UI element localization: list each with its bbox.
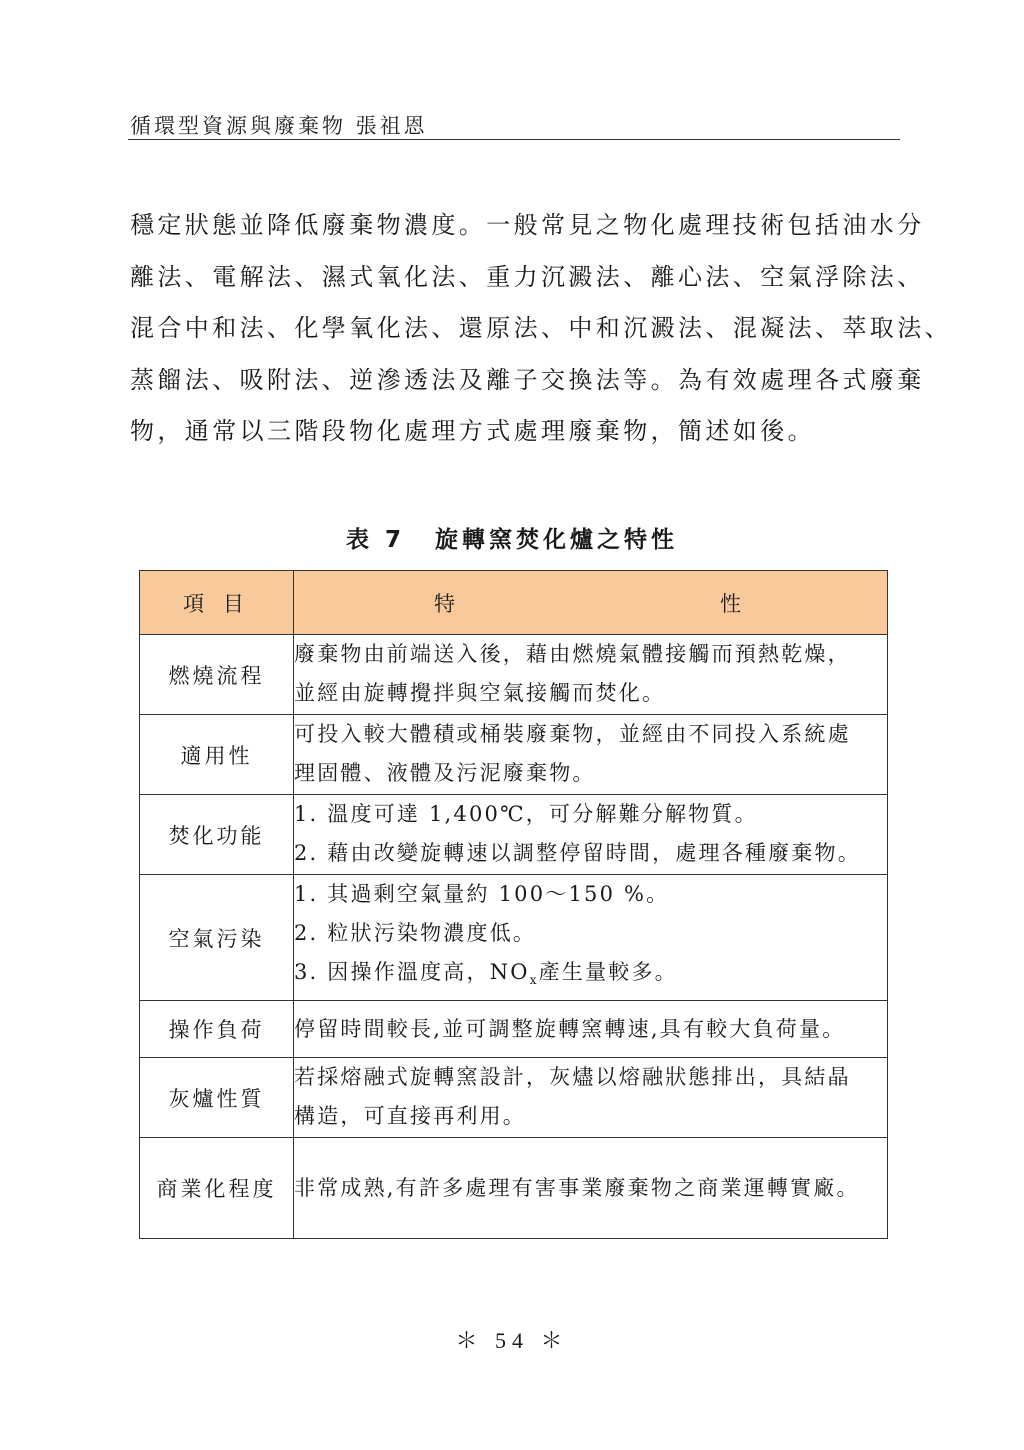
page-number: ＊ 54 ＊: [455, 1328, 569, 1353]
body-paragraph: [130, 200, 952, 458]
table-caption-number: 表 7: [345, 527, 405, 553]
header-item-cell: 項 目: [140, 571, 294, 635]
desc-line: 1. 溫度可達 1,400℃，可分解難分解物質。: [294, 802, 758, 826]
desc-line-suffix: 產生量較多。: [538, 960, 678, 984]
body-line: 穩定狀態並降低廢棄物濃度。一般常見之物化處理技術包括油水分: [130, 211, 925, 239]
desc-line: [294, 953, 887, 1000]
row-description: [294, 1138, 888, 1239]
table-row: [140, 795, 888, 875]
body-line: 混合中和法、化學氧化法、還原法、中和沉澱法、混凝法、萃取法、: [130, 314, 952, 342]
table-row: [140, 1001, 888, 1058]
table-row: [140, 875, 888, 1001]
header-rule: [128, 139, 900, 140]
desc-line: 廢棄物由前端送入後，藉由燃燒氣體接觸而預熱乾燥，: [294, 642, 851, 666]
row-label: 適用性: [140, 715, 294, 795]
body-line: 離法、電解法、濕式氧化法、重力沉澱法、離心法、空氣浮除法、: [130, 262, 925, 291]
row-description: [294, 1058, 888, 1138]
row-label: 商業化程度: [140, 1138, 294, 1239]
row-description: [294, 1001, 888, 1058]
running-header: 循環型資源與廢棄物 張祖恩: [130, 114, 428, 138]
row-label: 燃燒流程: [140, 635, 294, 715]
row-description: [294, 795, 888, 875]
row-label: 焚化功能: [140, 795, 294, 875]
desc-line-prefix: 3. 因操作溫度高，NO: [294, 960, 530, 984]
row-description: [294, 715, 888, 795]
desc-line: 可投入較大體積或桶裝廢棄物，並經由不同投入系統處: [294, 722, 851, 746]
desc-line: 並經由旋轉攪拌與空氣接觸而焚化。: [294, 681, 666, 705]
table-header-row: [140, 571, 888, 635]
table-row: [140, 635, 888, 715]
characteristics-table: [139, 570, 888, 1239]
nox-subscript: x: [529, 973, 539, 988]
header-char-1: 特: [434, 591, 461, 616]
desc-line: 1. 其過剩空氣量約 100～150 %。: [294, 882, 670, 906]
desc-line: 停留時間較長,並可調整旋轉窯轉速,具有較大負荷量。: [294, 1016, 846, 1041]
table-row: [140, 1058, 888, 1138]
row-description: [294, 635, 888, 715]
row-label: 灰爐性質: [140, 1058, 294, 1138]
table-caption-title: 旋轉窯焚化爐之特性: [435, 527, 679, 553]
desc-line: 構造，可直接再利用。: [294, 1104, 526, 1129]
row-label: 空氣污染: [140, 875, 294, 1001]
row-description: [294, 875, 888, 1001]
body-line: 物，通常以三階段物化處理方式處理廢棄物，簡述如後。: [130, 417, 815, 445]
desc-line: 2. 藉由改變旋轉速以調整停留時間，處理各種廢棄物。: [294, 841, 861, 865]
desc-line: 若採熔融式旋轉窯設計，灰燼以熔融狀態排出，具結晶: [294, 1065, 851, 1090]
table-caption: [0, 521, 1024, 554]
desc-line: 非常成熟,有許多處理有害事業廢棄物之商業運轉實廠。: [294, 1175, 860, 1200]
table-row: [140, 715, 888, 795]
header-characteristics-cell: [294, 571, 888, 635]
table-row: [140, 1138, 888, 1239]
desc-line: 2. 粒狀污染物濃度低。: [294, 921, 537, 945]
header-char-2: 性: [720, 591, 747, 616]
desc-line: 理固體、液體及污泥廢棄物。: [294, 761, 596, 785]
body-line: 蒸餾法、吸附法、逆滲透法及離子交換法等。為有效處理各式廢棄: [130, 365, 925, 394]
row-label: 操作負荷: [140, 1001, 294, 1058]
